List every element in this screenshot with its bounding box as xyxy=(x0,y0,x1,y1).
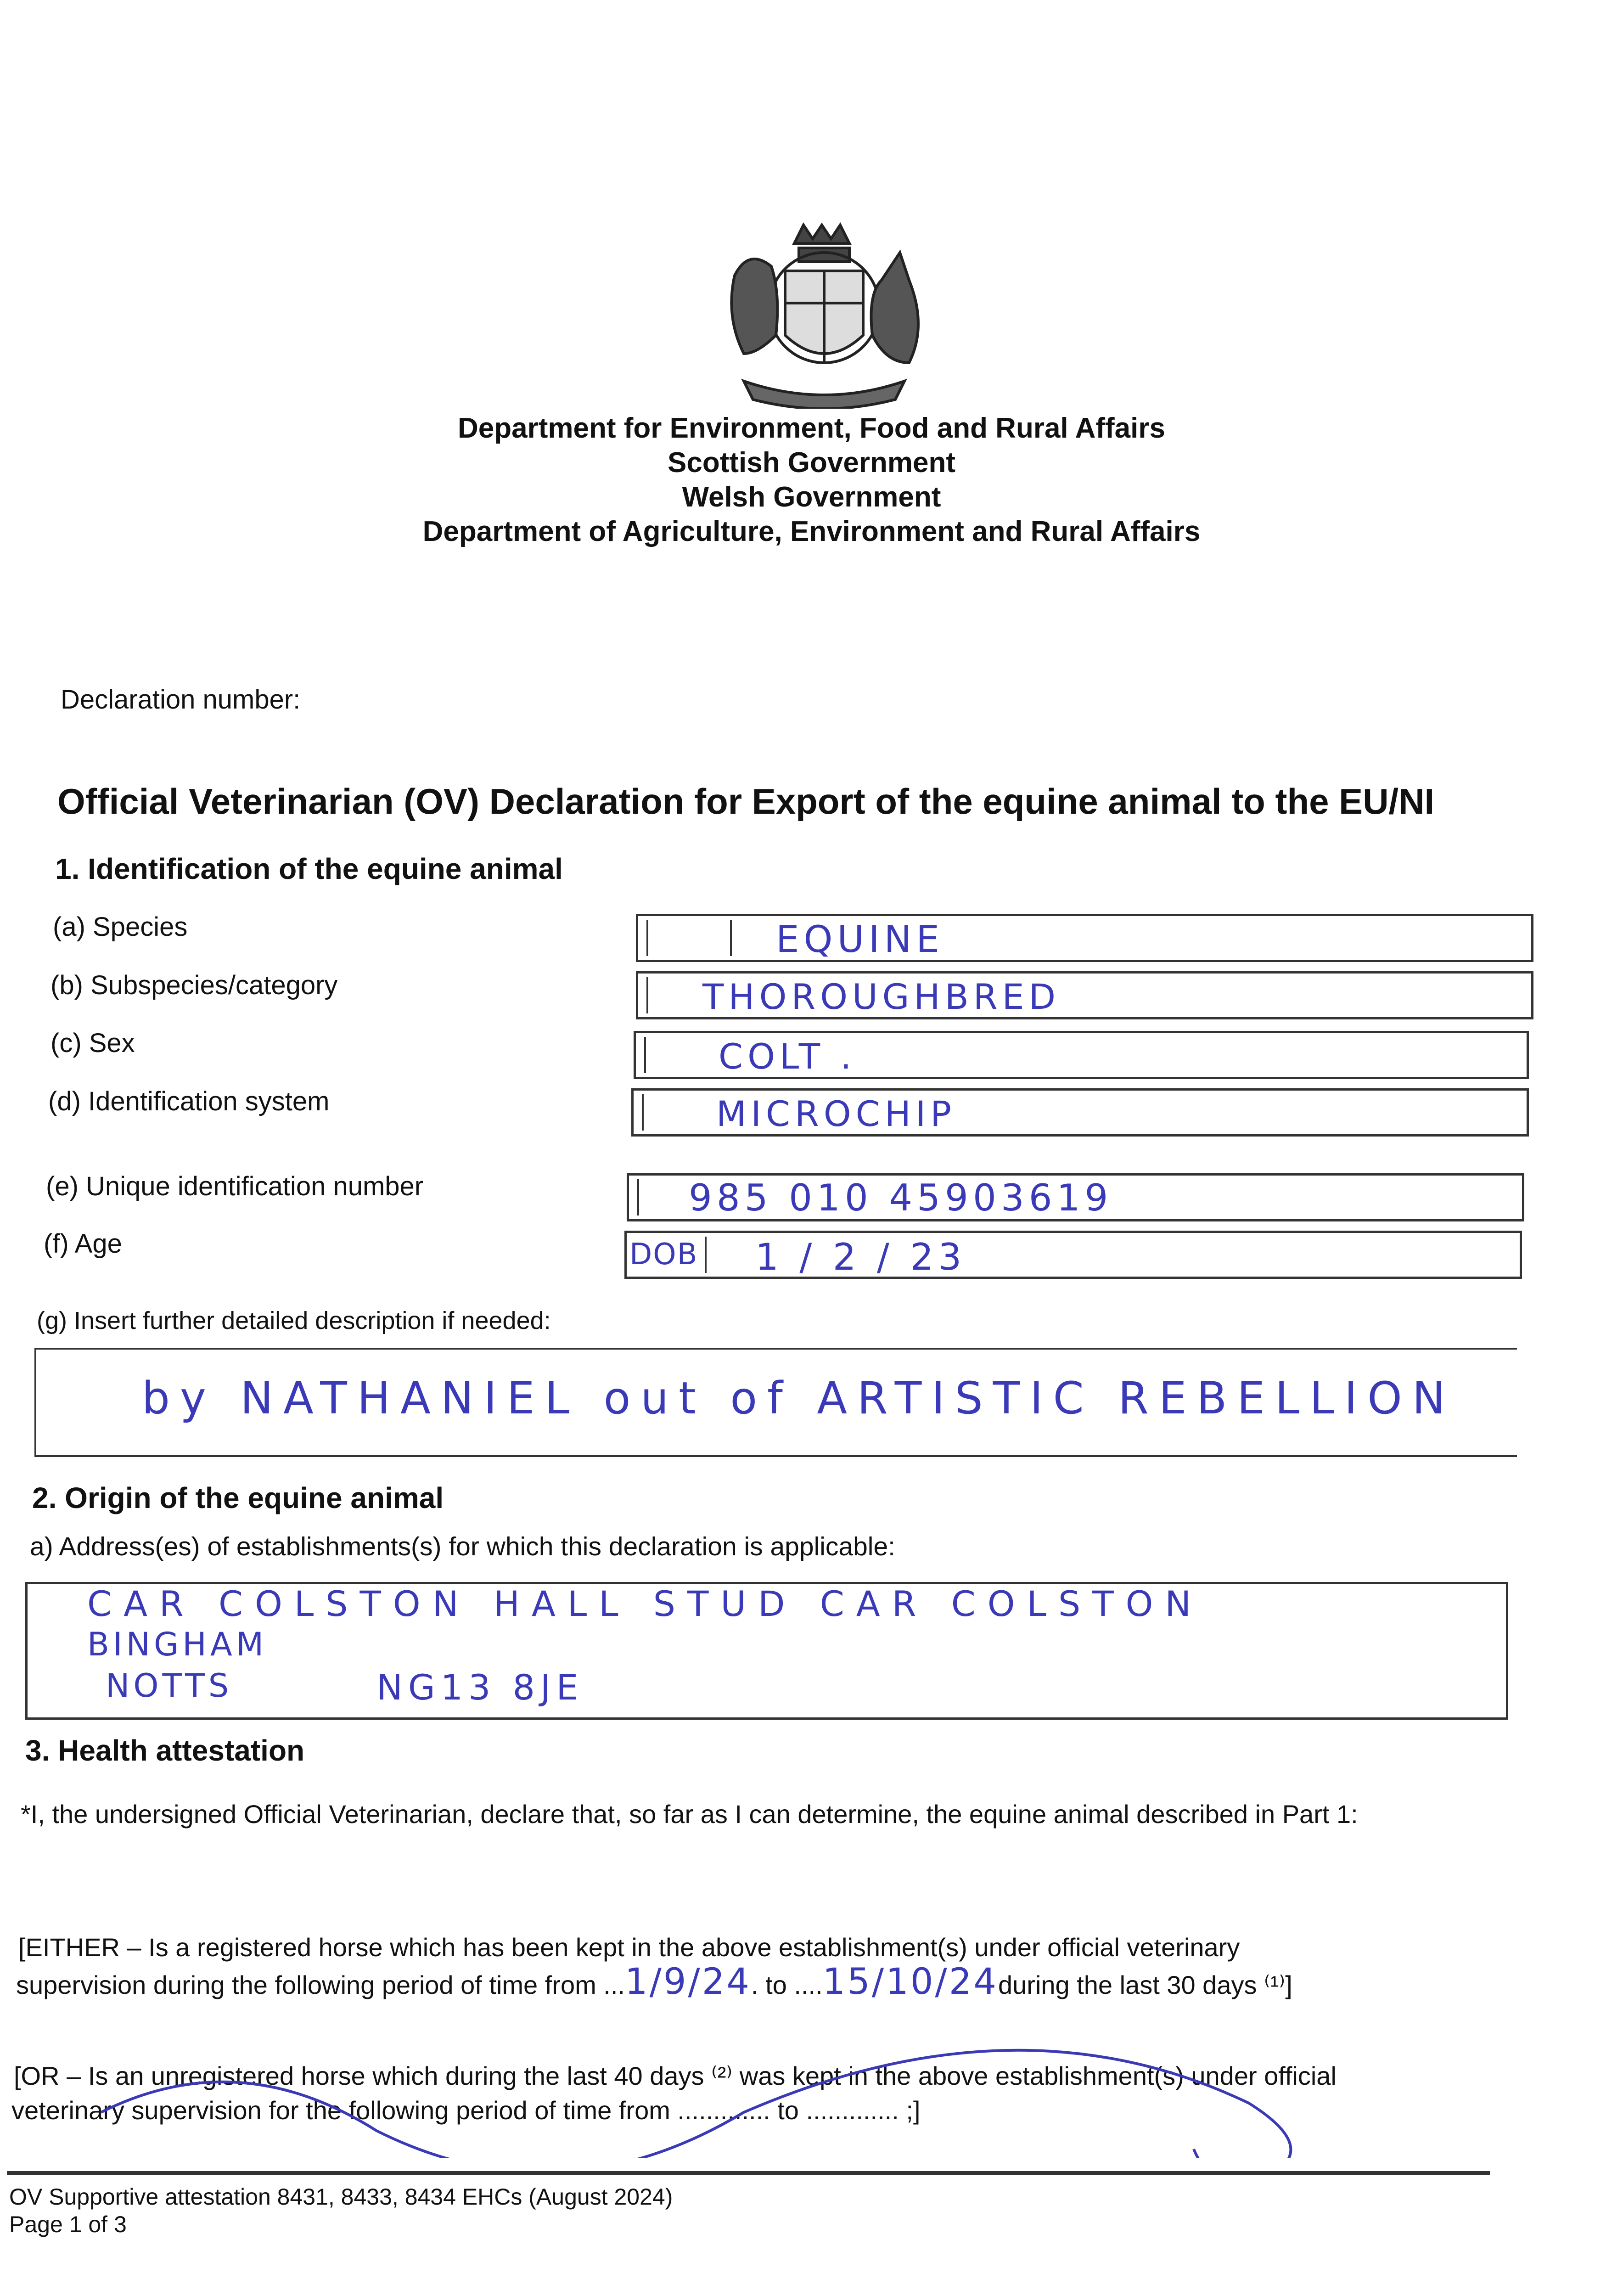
unique-id-label: (e) Unique identification number xyxy=(46,1171,424,1201)
either-clause-text-a: supervision during the following period of time from ... xyxy=(16,1970,625,1999)
document-title: Official Veterinarian (OV) Declaration for Export of the equine animal to the EU/NI xyxy=(57,781,1435,822)
age-label: (f) Age xyxy=(44,1229,122,1259)
identification-system-value: MICROCHIP xyxy=(716,1093,956,1134)
department-name-defra: Department for Environment, Food and Rural Affairs xyxy=(458,412,1165,444)
section-1-heading: 1. Identification of the equine animal xyxy=(55,852,563,885)
sex-field[interactable] xyxy=(634,1031,1529,1079)
identification-system-field[interactable] xyxy=(631,1088,1529,1137)
either-clause-line-2 xyxy=(16,1961,1292,2003)
sex-value: COLT . xyxy=(719,1036,856,1077)
age-prefix: DOB xyxy=(629,1238,698,1272)
address-label: a) Address(es) of establishments(s) for which this declaration is applicable: xyxy=(30,1532,896,1561)
species-field[interactable] xyxy=(636,914,1533,962)
department-name-scottish-government: Scottish Government xyxy=(668,447,955,478)
health-attestation-intro: *I, the undersigned Official Veterinarian, declare that, so far as I can determine, the equine animal described in Part 1: xyxy=(21,1800,1358,1829)
either-to-date[interactable]: 15/10/24 xyxy=(822,1961,998,2003)
footer-page-number: Page 1 of 3 xyxy=(9,2212,127,2237)
unique-id-field[interactable] xyxy=(627,1173,1524,1221)
royal-coat-of-arms-icon xyxy=(707,216,927,409)
description-value: by NATHANIEL out of ARTISTIC REBELLION xyxy=(142,1373,1455,1424)
subspecies-label: (b) Subspecies/category xyxy=(51,970,338,1000)
footer-line-1: OV Supportive attestation 8431, 8433, 8434 EHCs (August 2024) xyxy=(9,2184,673,2210)
description-field[interactable] xyxy=(34,1348,1517,1457)
department-name-daera: Department of Agriculture, Environment and Rural Affairs xyxy=(422,516,1201,547)
or-clause-line-2: veterinary supervision for the following period of time from ............. to ............. ;] xyxy=(11,2096,921,2125)
description-label: (g) Insert further detailed description if needed: xyxy=(37,1307,551,1334)
species-value: EQUINE xyxy=(776,918,944,961)
address-line-1: CAR COLSTON HALL STUD CAR COLSTON xyxy=(87,1583,1203,1624)
either-clause-line-1: [EITHER – Is a registered horse which has been kept in the above establishment(s) under official veterinary xyxy=(18,1933,1240,1962)
address-line-4: NG13 8JE xyxy=(376,1667,584,1708)
age-field[interactable] xyxy=(624,1231,1522,1279)
either-clause-text-b: . to .... xyxy=(751,1970,823,1999)
declaration-number-label: Declaration number: xyxy=(61,685,301,715)
address-field[interactable] xyxy=(25,1582,1508,1720)
age-value: 1 / 2 / 23 xyxy=(755,1236,966,1278)
or-clause-line-1: [OR – Is an unregistered horse which during the last 40 days ⁽²⁾ was kept in the above establishment(s) under official xyxy=(14,2061,1337,2090)
species-label: (a) Species xyxy=(53,912,188,942)
strike-through-scribble xyxy=(83,2020,1368,2158)
either-clause-text-c: during the last 30 days ⁽¹⁾] xyxy=(998,1970,1292,1999)
identification-system-label: (d) Identification system xyxy=(48,1086,330,1116)
address-line-2: BINGHAM xyxy=(87,1626,268,1663)
section-2-heading: 2. Origin of the equine animal xyxy=(32,1481,444,1514)
subspecies-value: THOROUGHBRED xyxy=(702,976,1061,1017)
section-3-heading: 3. Health attestation xyxy=(25,1734,305,1767)
footer-rule xyxy=(7,2171,1490,2175)
unique-id-value: 985 010 45903619 xyxy=(689,1176,1113,1219)
address-line-3: NOTTS xyxy=(106,1667,233,1705)
sex-label: (c) Sex xyxy=(51,1028,135,1058)
department-name-welsh-government: Welsh Government xyxy=(682,481,941,513)
subspecies-field[interactable] xyxy=(636,971,1533,1019)
either-from-date[interactable]: 1/9/24 xyxy=(624,1961,752,2003)
